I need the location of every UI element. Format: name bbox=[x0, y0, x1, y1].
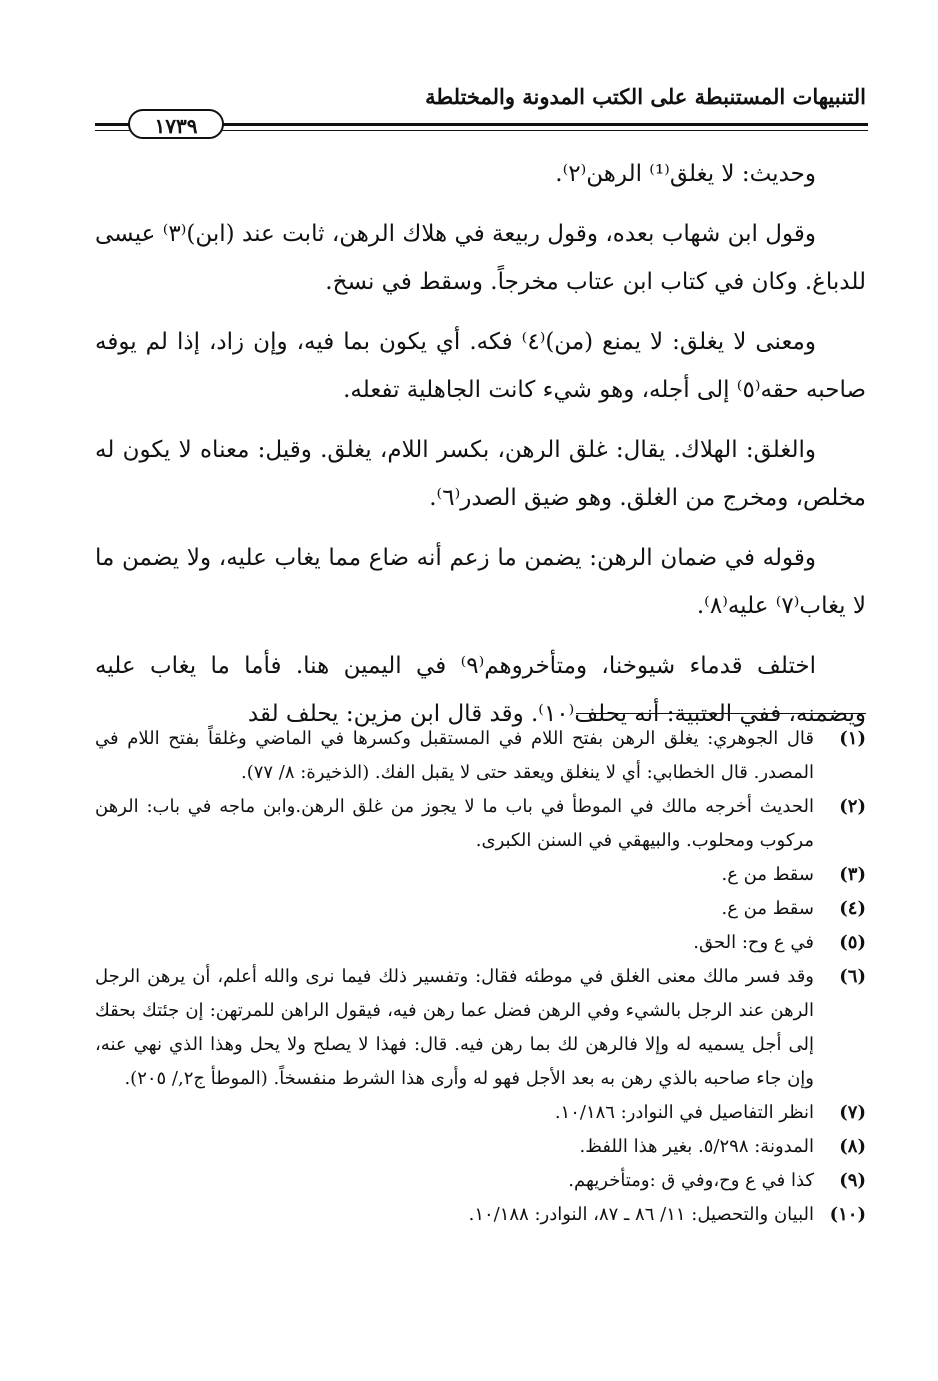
footnote-text: في ع وح: الحق. bbox=[693, 932, 814, 953]
footnote bbox=[95, 858, 866, 892]
footnote-number: (٨) bbox=[839, 1136, 866, 1157]
footnote-number: (٤) bbox=[839, 898, 866, 919]
footnote-text: انظر التفاصيل في النوادر: ١٠/١٨٦. bbox=[554, 1102, 814, 1123]
footnote-text: قال الجوهري: يغلق الرهن بفتح اللام في المستقبل وكسرها في الماضي وغلقاً بفتح اللام في المصدر. قال الخطابي: أي لا ينغلق ويعقد حتى لا يقبل الفك. (الذخيرة: ٨/ ٧٧). bbox=[95, 728, 814, 783]
footnote-number: (٣) bbox=[839, 864, 866, 885]
footnote-number: (١) bbox=[839, 728, 866, 749]
footnote-text: سقط من ع. bbox=[721, 864, 814, 885]
footnote-text: وقد فسر مالك معنى الغلق في موطئه فقال: وتفسير ذلك فيما نرى والله أعلم، أن يرهن الرجل الرهن عند الرجل بالشيء وفي الرهن فضل عما رهن فيه، فيقول الراهن للمرتهن: إن جئتك بحقك إلى أجل يسميه له وإلا فالرهن لك بما رهن فيه. قال: فهذا لا يصلح ولا يحل وهذا الذي نهي عنه، وإن جاء صاحبه بالذي رهن به بعد الأجل فهو له وأرى هذا الشرط منفسخاً. (الموطأ ج٢,/ ٢٠٥). bbox=[95, 966, 814, 1089]
paragraph: والغلق: الهلاك. يقال: غلق الرهن، بكسر اللام، يغلق. وقيل: معناه لا يكون له مخلص، ومخرج من الغلق. وهو ضيق الصدر⁽٦⁾. bbox=[95, 437, 866, 511]
footnote-text: المدونة: ٥/٢٩٨. بغير هذا اللفظ. bbox=[579, 1136, 814, 1157]
main-text bbox=[95, 150, 866, 750]
footnote bbox=[95, 722, 866, 790]
footnote-number: (٩) bbox=[839, 1170, 866, 1191]
running-title: التنبيهات المستنبطة على الكتب المدونة والمختلطة bbox=[425, 84, 866, 109]
footnote-number: (٦) bbox=[839, 966, 866, 987]
page-number-badge: ١٧٣٩ bbox=[128, 109, 224, 139]
footnote bbox=[95, 1130, 866, 1164]
footnote bbox=[95, 790, 866, 858]
footnote-text: البيان والتحصيل: ١١/ ٨٦ ـ ٨٧، النوادر: ١٠/١٨٨. bbox=[468, 1204, 814, 1225]
footnote bbox=[95, 926, 866, 960]
footnotes bbox=[95, 722, 866, 1232]
footnote-text: كذا في ع وح،وفي ق :ومتأخريهم. bbox=[568, 1170, 814, 1191]
footnote bbox=[95, 1096, 866, 1130]
footnote-separator bbox=[576, 713, 866, 714]
paragraph: وحديث: لا يغلق⁽¹⁾ الرهن⁽٢⁾. bbox=[555, 161, 816, 187]
footnote bbox=[95, 892, 866, 926]
footnote-number: (٢) bbox=[839, 796, 866, 817]
footnote bbox=[95, 1164, 866, 1198]
paragraph: وقوله في ضمان الرهن: يضمن ما زعم أنه ضاع مما يغاب عليه، ولا يضمن ما لا يغاب⁽٧⁾ عليه⁽٨⁾. bbox=[95, 545, 866, 619]
footnote-text: الحديث أخرجه مالك في الموطأ في باب ما لا يجوز من غلق الرهن.وابن ماجه في باب: الرهن مركوب ومحلوب. والبيهقي في السنن الكبرى. bbox=[95, 796, 814, 851]
footnote-number: (١٠) bbox=[829, 1204, 866, 1225]
footnote-text: سقط من ع. bbox=[721, 898, 814, 919]
paragraph: وقول ابن شهاب بعده، وقول ربيعة في هلاك الرهن، ثابت عند (ابن)⁽٣⁾ عيسى للدباغ. وكان في كتاب ابن عتاب مخرجاً. وسقط في نسخ. bbox=[95, 221, 866, 295]
footnote-number: (٥) bbox=[839, 932, 866, 953]
footnote-number: (٧) bbox=[839, 1102, 866, 1123]
footnote bbox=[95, 1198, 866, 1232]
paragraph: ومعنى لا يغلق: لا يمنع (من)⁽٤⁾ فكه. أي يكون بما فيه، وإن زاد، إذا لم يوفه صاحبه حقه⁽٥⁾ إلى أجله، وهو شيء كانت الجاهلية تفعله. bbox=[95, 329, 866, 403]
paragraph: اختلف قدماء شيوخنا، ومتأخروهم⁽٩⁾ في اليمين هنا. فأما ما يغاب عليه ويضمنه، ففي العتبية: أنه يحلف⁽١٠⁾. وقد قال ابن مزين: يحلف لقد bbox=[95, 653, 866, 727]
footnote bbox=[95, 960, 866, 1096]
